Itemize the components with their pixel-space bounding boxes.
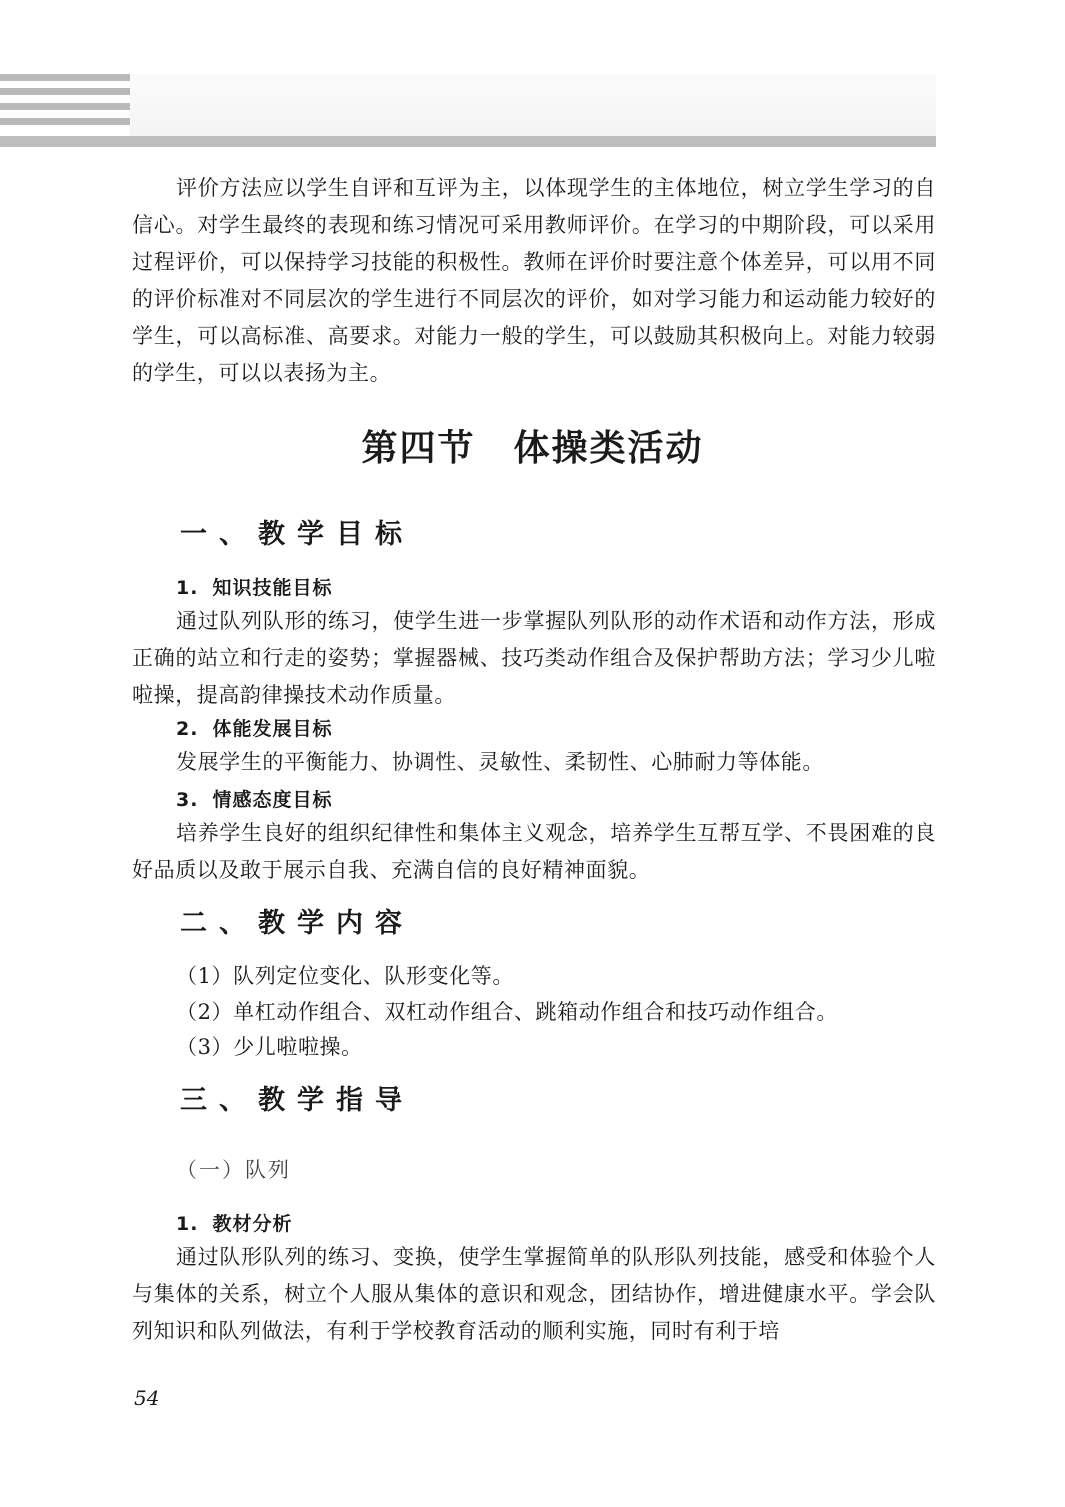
intro-paragraph: 评价方法应以学生自评和互评为主，以体现学生的主体地位，树立学生学习的自信心。对学生最终的表现和练习情况可采用教师评价。在学习的中期阶段，可以采用过程评价，可以保持学习技能的积极性。教师在评价时要注意个体差异，可以用不同的评价标准对不同层次的学生进行不同层次的评价，如对学习能力和运动能力较好的学生，可以高标准、高要求。对能力一般的学生，可以鼓励其积极向上。对能力较弱的学生，可以以表扬为主。 bbox=[132, 176, 936, 385]
goal-3-number: 3. bbox=[176, 789, 199, 811]
goal-3-text: 培养学生良好的组织纪律性和集体主义观念，培养学生互帮互学、不畏困难的良好品质以及敢于展示自我、充满自信的良好精神面貌。 bbox=[132, 821, 936, 882]
goal-2-block bbox=[132, 744, 936, 781]
goal-1-text: 通过队列队形的练习，使学生进一步掌握队列队形的动作术语和动作方法，形成正确的站立和行走的姿势；掌握器械、技巧类动作组合及保护帮助方法；学习少儿啦啦操，提高韵律操技术动作质量。 bbox=[132, 609, 936, 707]
material-analysis-number: 1. bbox=[176, 1213, 199, 1235]
header-stripe bbox=[0, 74, 130, 81]
header-rule bbox=[0, 136, 936, 147]
goal-1-title: 知识技能目标 bbox=[212, 577, 333, 599]
goal-2-number: 2. bbox=[176, 718, 199, 740]
subheading-formation: （一）队列 bbox=[176, 1158, 291, 1182]
intro-block bbox=[132, 170, 936, 392]
material-analysis-heading bbox=[176, 1209, 292, 1236]
goal-3-title: 情感态度目标 bbox=[212, 789, 333, 811]
goal-3-block bbox=[132, 815, 936, 889]
goal-2-heading bbox=[176, 714, 332, 741]
heading-teaching-guidance: 三、教学指导 bbox=[180, 1085, 414, 1116]
section-title: 第四节 体操类活动 bbox=[361, 427, 704, 469]
goal-2-title: 体能发展目标 bbox=[212, 718, 333, 740]
material-analysis-title: 教材分析 bbox=[212, 1213, 293, 1235]
goal-1-number: 1. bbox=[176, 577, 199, 599]
content-item-1: （1）队列定位变化、队形变化等。 bbox=[176, 964, 514, 988]
material-analysis-block bbox=[132, 1239, 936, 1350]
content-item-3: （3）少儿啦啦操。 bbox=[176, 1035, 363, 1059]
header-stripe bbox=[0, 103, 130, 110]
goal-2-text: 发展学生的平衡能力、协调性、灵敏性、柔韧性、心肺耐力等体能。 bbox=[176, 750, 824, 774]
material-analysis-text: 通过队形队列的练习、变换，使学生掌握简单的队形队列技能，感受和体验个人与集体的关系，树立个人服从集体的意识和观念，团结协作，增进健康水平。学会队列知识和队列做法，有利于学校教育活动的顺利实施，同时有利于培 bbox=[132, 1245, 936, 1343]
goal-1-block bbox=[132, 603, 936, 714]
page-number: 54 bbox=[134, 1386, 160, 1410]
heading-teaching-content: 二、教学内容 bbox=[180, 908, 414, 939]
content-item-2: （2）单杠动作组合、双杠动作组合、跳箱动作组合和技巧动作组合。 bbox=[176, 1000, 838, 1024]
goal-3-heading bbox=[176, 785, 332, 812]
heading-teaching-goals: 一、教学目标 bbox=[180, 519, 414, 550]
header-stripe bbox=[0, 88, 130, 95]
header-stripe bbox=[0, 118, 130, 125]
goal-1-heading bbox=[176, 573, 332, 600]
header-band bbox=[130, 74, 936, 136]
